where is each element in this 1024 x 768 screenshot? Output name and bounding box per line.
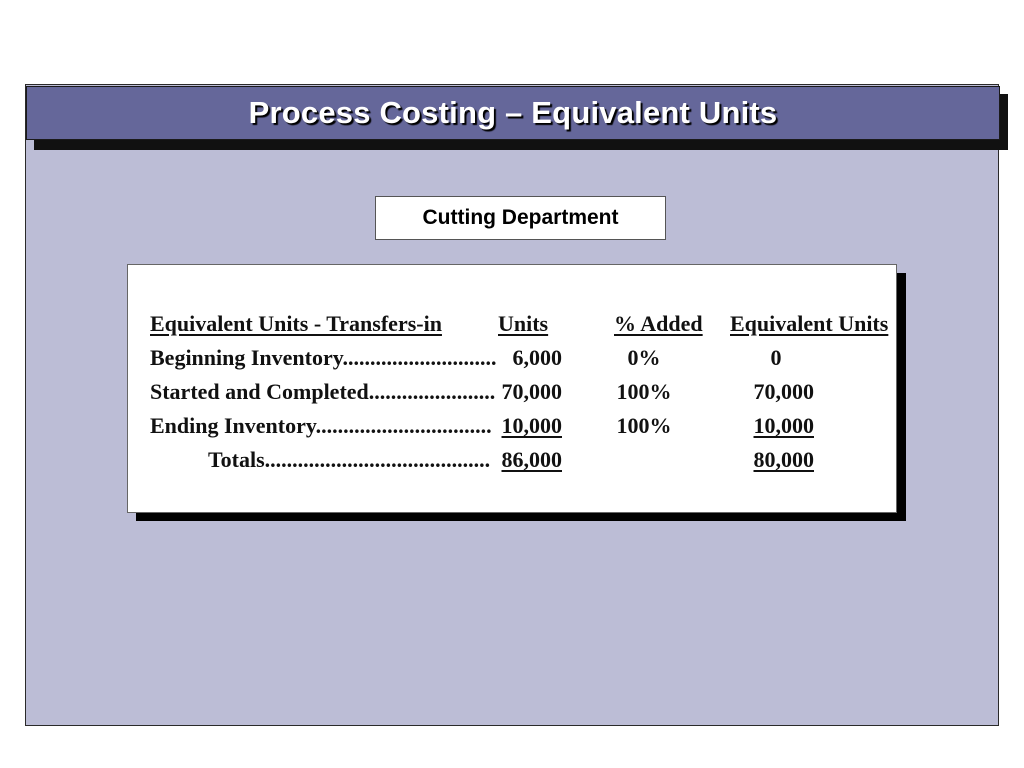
- header-label: Equivalent Units - Transfers-in: [150, 311, 442, 336]
- header-units: Units: [498, 311, 549, 336]
- row-units: 6,000: [512, 345, 562, 370]
- row-label: Beginning Inventory............................: [150, 345, 497, 370]
- header-equivalent-units: Equivalent Units: [730, 311, 889, 336]
- department-label: Cutting Department: [422, 206, 619, 229]
- row-equivalent-units: 70,000: [753, 379, 814, 404]
- row-label: Ending Inventory................................: [150, 413, 492, 438]
- header-pct-added: % Added: [614, 311, 703, 336]
- table-row: [128, 413, 896, 447]
- totals-units: 86,000: [501, 447, 562, 472]
- department-box: [375, 196, 666, 240]
- totals-equivalent-units: 80,000: [753, 447, 814, 472]
- equivalent-units-table: [127, 264, 897, 513]
- row-pct-added: 100%: [616, 413, 672, 438]
- row-pct-added: 0%: [627, 345, 661, 370]
- row-units: 10,000: [501, 413, 562, 438]
- row-equivalent-units: 0: [770, 345, 782, 370]
- table-row: [128, 345, 896, 379]
- totals-label: Totals.........................................: [208, 447, 491, 472]
- title-bar: [26, 86, 1000, 140]
- row-label: Started and Completed.......................: [150, 379, 496, 404]
- table-row: [128, 379, 896, 413]
- table-header-row: [128, 311, 896, 345]
- row-pct-added: 100%: [616, 379, 672, 404]
- slide-title: Process Costing – Equivalent Units: [248, 95, 778, 130]
- row-units: 70,000: [501, 379, 562, 404]
- table-totals-row: [128, 447, 896, 481]
- row-equivalent-units: 10,000: [753, 413, 814, 438]
